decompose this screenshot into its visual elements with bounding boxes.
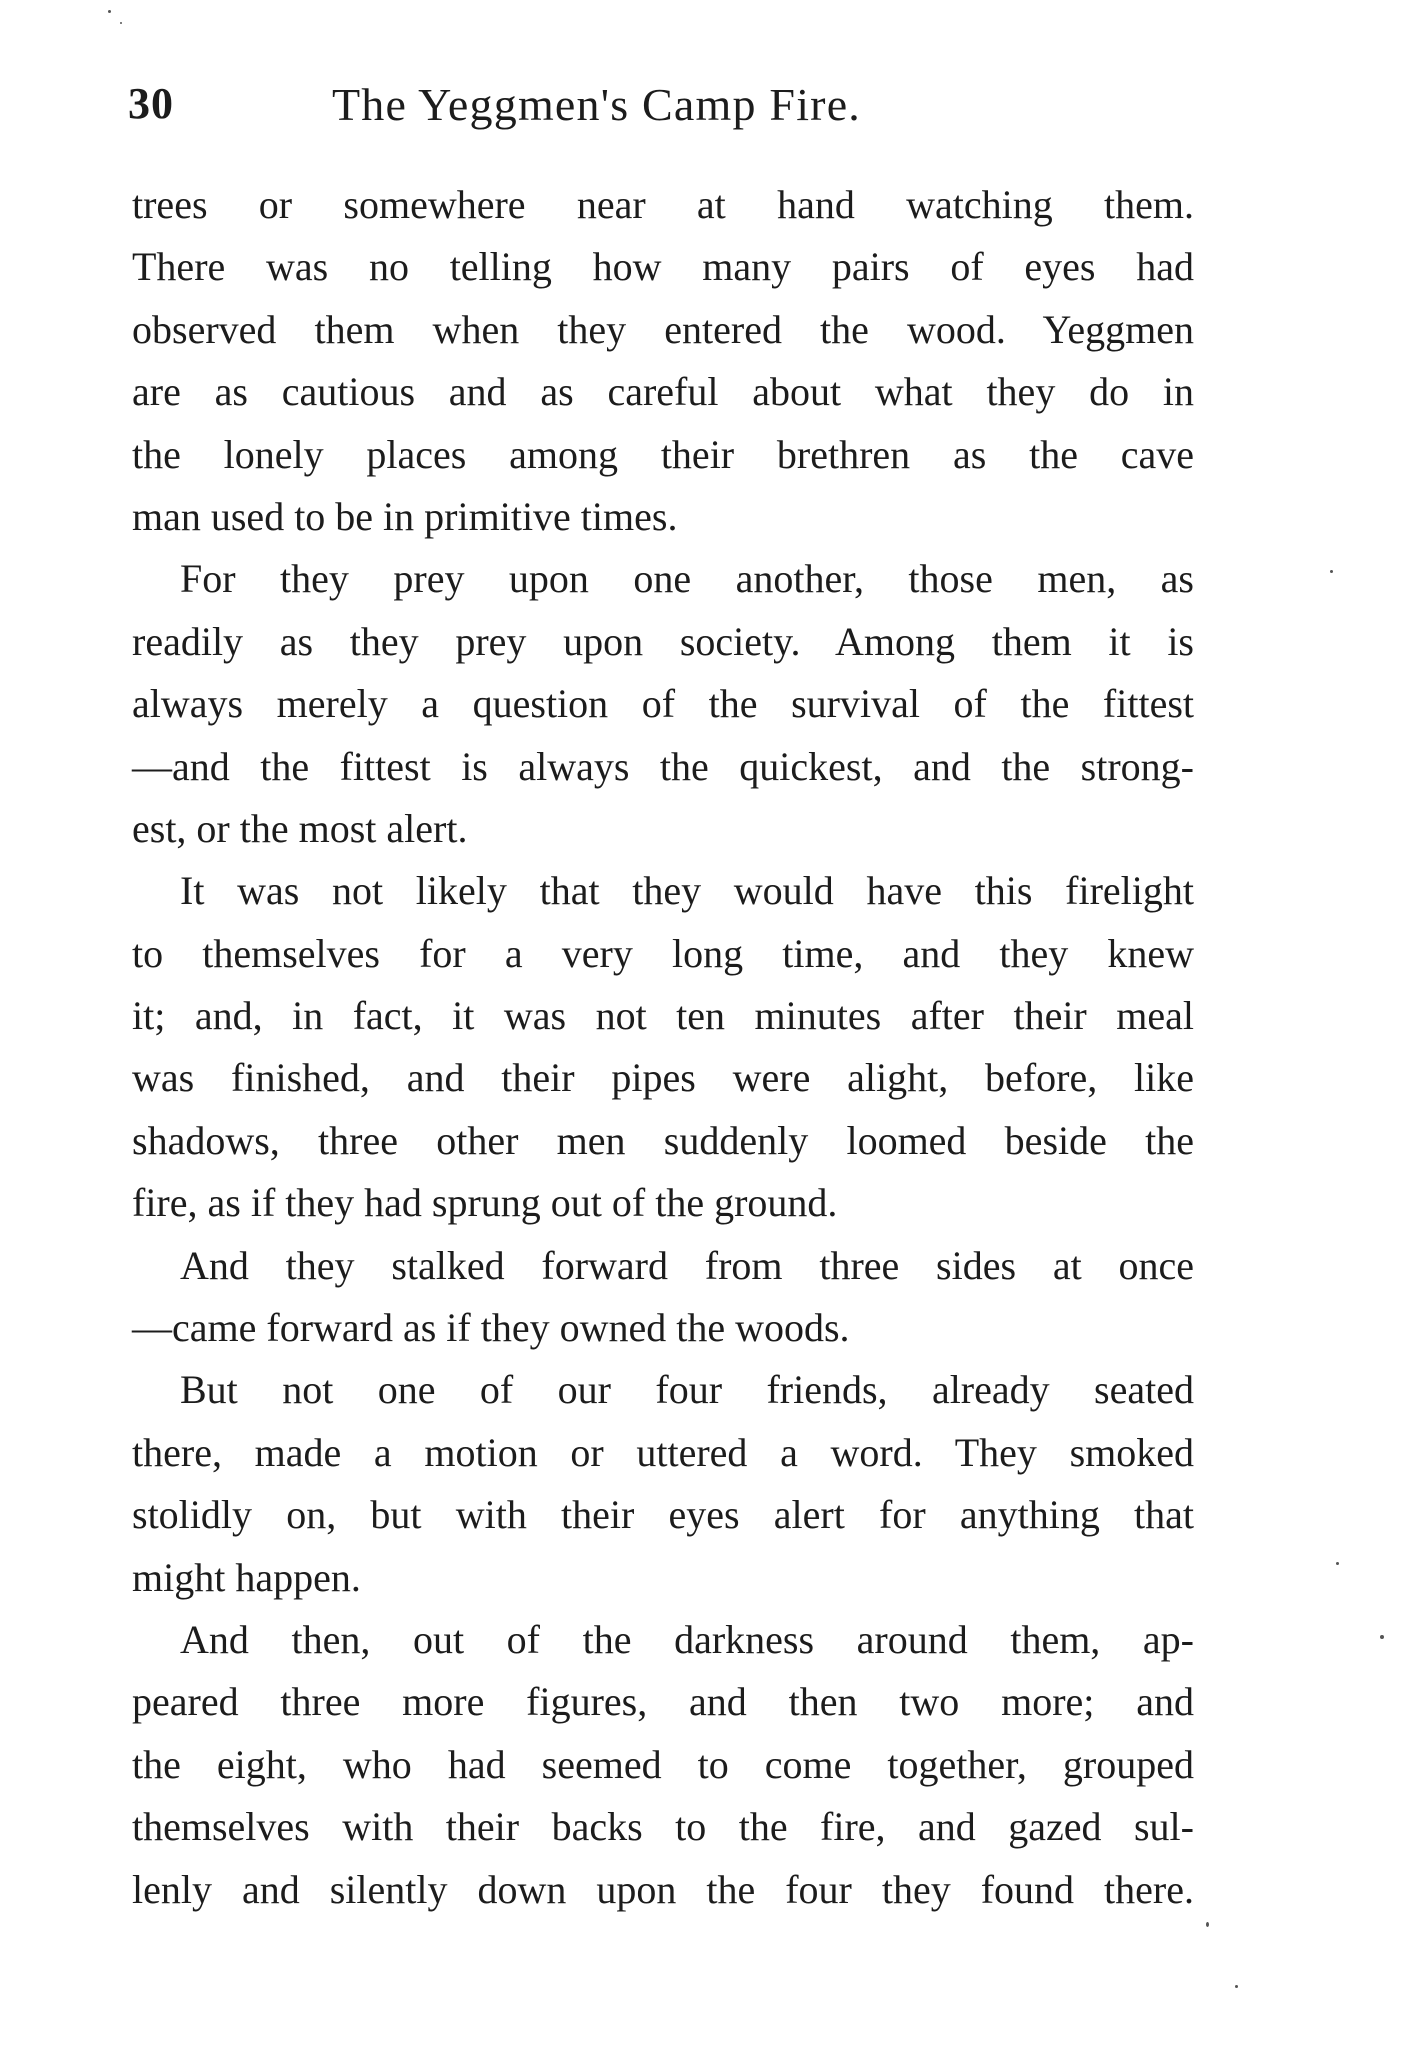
scan-speck — [1380, 1635, 1384, 1639]
scan-speck — [120, 22, 122, 24]
text-line: trees or somewhere near at hand watching them. — [132, 182, 1194, 227]
text-line: it; and, in fact, it was not ten minutes after their meal — [132, 993, 1194, 1039]
text-line: —and the fittest is always the quickest, and the strong- — [132, 743, 1194, 789]
text-line: But not one of our four friends, already seated — [180, 1367, 1194, 1413]
text-line: man used to be in primitive times. — [132, 493, 678, 539]
text-line: fire, as if they had sprung out of the ground. — [132, 1180, 838, 1226]
text-line: lenly and silently down upon the four they found there. — [132, 1866, 1194, 1912]
text-line: readily as they prey upon society. Among them it is — [132, 618, 1194, 664]
text-line: to themselves for a very long time, and they knew — [132, 930, 1194, 976]
scan-speck — [1235, 1985, 1238, 1988]
text-line: was finished, and their pipes were alight, before, like — [132, 1055, 1194, 1101]
text-line: the eight, who had seemed to come together, grouped — [132, 1741, 1194, 1787]
text-line: There was no telling how many pairs of eyes had — [132, 244, 1194, 290]
text-line: peared three more figures, and then two more; and — [132, 1679, 1194, 1725]
text-line: are as cautious and as careful about what they do in — [132, 369, 1194, 415]
scan-speck — [1206, 1922, 1209, 1927]
page-number: 30 — [128, 79, 174, 128]
text-line: always merely a question of the survival of the fittest — [132, 681, 1194, 727]
text-line: themselves with their backs to the fire, and gazed sul- — [132, 1804, 1194, 1850]
text-line: est, or the most alert. — [132, 805, 468, 851]
text-line: shadows, three other men suddenly loomed beside the — [132, 1117, 1194, 1163]
text-line: there, made a motion or uttered a word. They smoked — [132, 1429, 1194, 1475]
scan-speck — [108, 10, 111, 13]
running-head — [128, 78, 1198, 142]
text-line: It was not likely that they would have this firelight — [180, 868, 1194, 914]
text-line: might happen. — [132, 1554, 361, 1600]
text-line: And then, out of the darkness around them, ap- — [180, 1616, 1194, 1662]
text-line: And they stalked forward from three sides at once — [180, 1242, 1194, 1288]
text-line: the lonely places among their brethren as the cave — [132, 431, 1194, 477]
body-text — [132, 174, 1194, 1921]
running-title: The Yeggmen's Camp Fire. — [332, 79, 862, 130]
text-line: For they prey upon one another, those men, as — [180, 556, 1194, 602]
scan-speck — [1330, 570, 1333, 573]
text-line: observed them when they entered the wood. Yeggmen — [132, 306, 1194, 352]
text-line: stolidly on, but with their eyes alert for anything that — [132, 1492, 1194, 1538]
text-line: —came forward as if they owned the woods. — [132, 1305, 850, 1351]
scan-speck — [1336, 1562, 1339, 1565]
